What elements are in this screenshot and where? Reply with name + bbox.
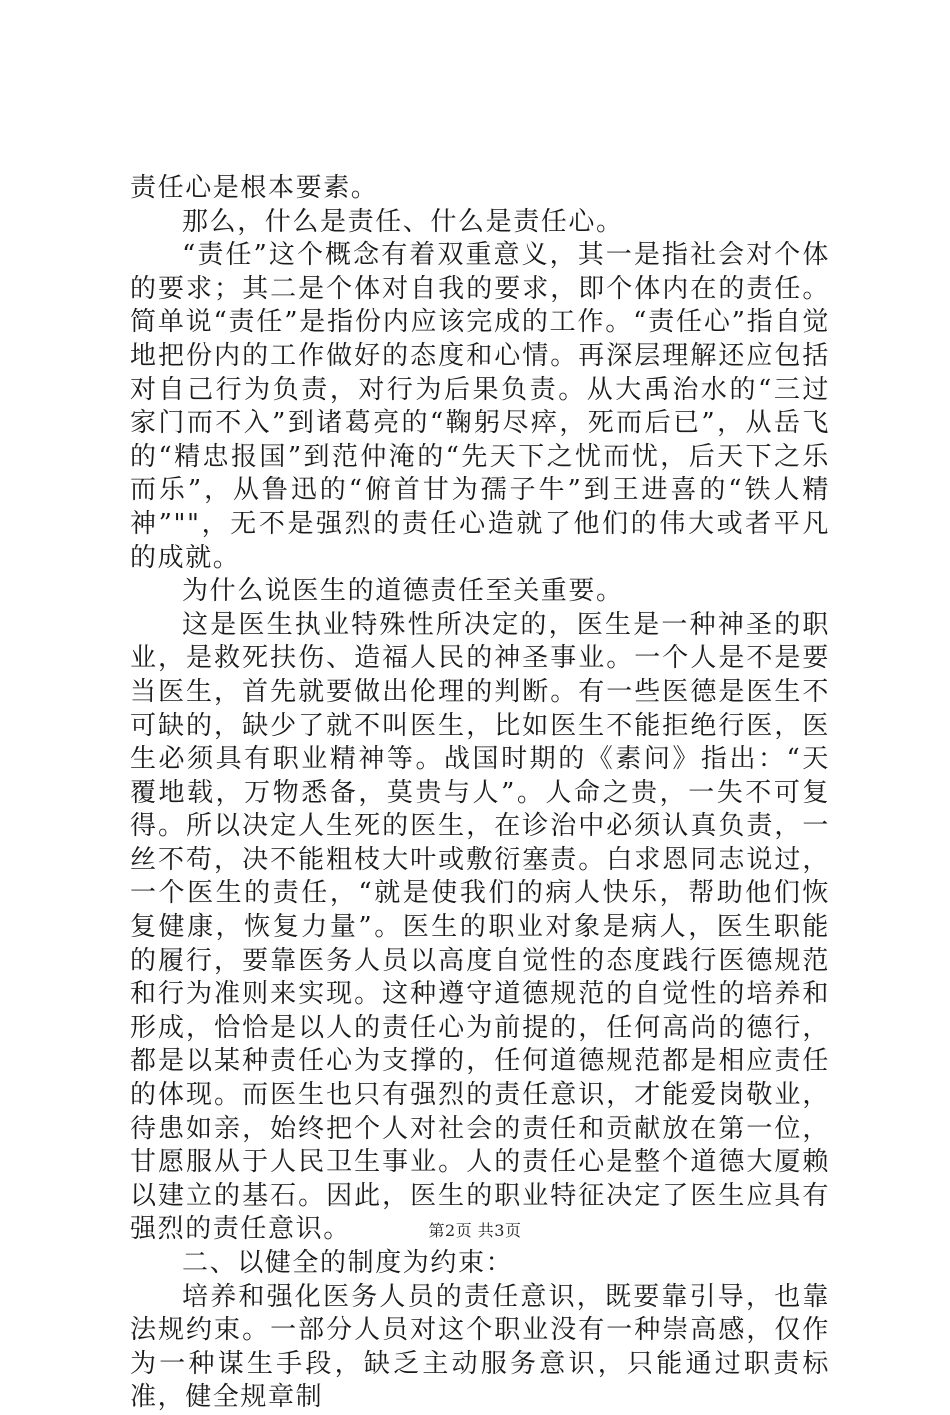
paragraph-1: 责任心是根本要素。 xyxy=(130,173,379,203)
page-number: 第2页 共3页 xyxy=(428,1221,522,1240)
paragraph-5: 这是医生执业特殊性所决定的，医生是一种神圣的职业，是救死扶伤、造福人民的神圣事业。一个人是不是要当医生，首先就要做出伦理的判断。有一些医德是医生不可缺的，缺少了就不叫医生，比如医生不能拒绝行医，医生必须具有职业精神等。战国时期的《素问》指出：“天覆地载，万物悉备，莫贵与人”。人命之贵，一失不可复得。所以决定人生死的医生，在诊治中必须认真负责，一丝不苟，决不能粗枝大叶或敷衍塞责。白求恩同志说过，一个医生的责任，“就是使我们的病人快乐，帮助他们恢复健康，恢复力量”。医生的职业对象是病人，医生职能的履行，要靠医务人员以高度自觉性的态度践行医德规范和行为准则来实现。这种遵守道德规范的自觉性的培养和形成，恰恰是以人的责任心为前提的，任何高尚的德行，都是以某种责任心为支撑的，任何道德规范都是相应责任的体现。而医生也只有强烈的责任意识，才能爱岗敬业，待患如亲，始终把个人对社会的责任和贡献放在第一位，甘愿服从于人民卫生事业。人的责任心是整个道德大厦赖以建立的基石。因此，医生的职业特征决定了医生应具有强烈的责任意识。 xyxy=(130,609,830,1245)
page-footer xyxy=(0,1218,950,1241)
paragraph-3: “责任”这个概念有着双重意义，其一是指社会对个体的要求；其二是个体对自我的要求，即个体内在的责任。简单说“责任”是指份内应该完成的工作。“责任心”指自觉地把份内的工作做好的态度和心情。再深层理解还应包括对自己行为负责，对行为后果负责。从大禹治水的“三过家门而不入”到诸葛亮的“鞠躬尽瘁，死而后已”，从岳飞的“精忠报国”到范仲淹的“先天下之忧而忧，后天下之乐而乐”，从鲁迅的“俯首甘为孺子牛”到王进喜的“铁人精神”""，无不是强烈的责任心造就了他们的伟大或者平凡的成就。 xyxy=(130,240,830,573)
section-heading: 二、以健全的制度为约束： xyxy=(182,1248,514,1278)
paragraph-7: 培养和强化医务人员的责任意识，既要靠引导，也靠法规约束。一部分人员对这个职业没有一种崇高感，仅作为一种谋生手段，缺乏主动服务意识，只能通过职责标准，健全规章制 xyxy=(130,1281,830,1413)
paragraph-2: 那么，什么是责任、什么是责任心。 xyxy=(182,206,624,237)
paragraph-4: 为什么说医生的道德责任至关重要。 xyxy=(182,576,624,607)
